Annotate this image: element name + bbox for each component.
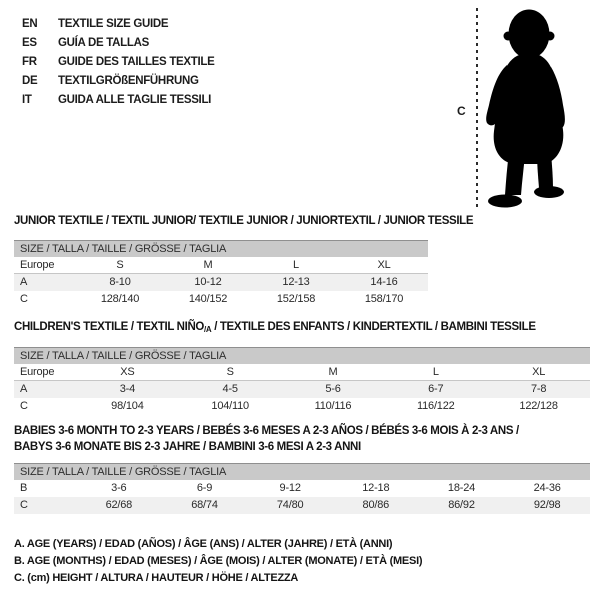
size-cell: 12-18 xyxy=(362,482,390,494)
size-cell: 24-36 xyxy=(533,482,561,494)
size-cell: 10-12 xyxy=(194,276,222,288)
size-header-bar: SIZE / TALLA / TAILLE / GRÖSSE / TAGLIA xyxy=(14,240,428,257)
title-text: CHILDREN'S TEXTILE / TEXTIL NIÑO xyxy=(14,321,205,333)
size-cell: 128/140 xyxy=(100,293,140,305)
size-cell: 122/128 xyxy=(519,400,558,412)
language-title: TEXTILGRÖßENFÜHRUNG xyxy=(58,75,199,87)
footnote-c: C. (cm) HEIGHT / ALTURA / HAUTEUR / HÖHE / ALTEZZA xyxy=(14,572,299,584)
size-cell: 6-9 xyxy=(196,482,213,494)
junior-section-title: JUNIOR TEXTILE / TEXTIL JUNIOR/ TEXTILE JUNIOR / JUNIORTEXTIL / JUNIOR TESSILE xyxy=(14,215,474,227)
language-code: FR xyxy=(22,56,37,68)
size-cell: 92/98 xyxy=(533,499,561,511)
list-item xyxy=(22,15,215,34)
junior-size-table xyxy=(14,240,428,308)
size-cell: S xyxy=(226,366,234,378)
language-title: GUIDA ALLE TAGLIE TESSILI xyxy=(58,94,212,106)
size-cell: 14-16 xyxy=(370,276,398,288)
list-item xyxy=(22,72,215,91)
babies-size-table xyxy=(14,463,590,514)
children-section-title xyxy=(14,321,536,334)
size-cell: 104/110 xyxy=(211,400,249,412)
height-measure-dotted-line xyxy=(476,8,478,207)
row-label: C xyxy=(20,499,28,511)
size-header-bar: SIZE / TALLA / TAILLE / GRÖSSE / TAGLIA xyxy=(14,463,590,480)
table-row-height xyxy=(14,291,428,308)
size-cell: L xyxy=(293,259,299,271)
size-cell: S xyxy=(116,259,124,271)
row-label: A xyxy=(20,383,28,395)
table-row-age xyxy=(14,274,428,291)
row-label: Europe xyxy=(20,259,55,271)
size-cell: M xyxy=(328,366,338,378)
table-row-height xyxy=(14,398,590,415)
table-row-age xyxy=(14,381,590,398)
size-cell: 140/152 xyxy=(188,293,228,305)
size-cell: 5-6 xyxy=(325,383,341,395)
height-label-c: C xyxy=(457,104,466,118)
size-cell: 6-7 xyxy=(428,383,444,395)
size-cell: 80/86 xyxy=(362,499,390,511)
language-title: TEXTILE SIZE GUIDE xyxy=(58,18,169,30)
title-line-1: BABIES 3-6 MONTH TO 2-3 YEARS / BEBÉS 3-6 MESES A 2-3 AÑOS / BÉBÉS 3-6 MOIS À 2-3 ANS / xyxy=(14,425,519,437)
row-label: A xyxy=(20,276,28,288)
table-row-europe xyxy=(14,364,590,381)
language-title: GUIDE DES TAILLES TEXTILE xyxy=(58,56,215,68)
size-cell: XL xyxy=(377,259,391,271)
table-row-age-months xyxy=(14,480,590,497)
toddler-silhouette-icon xyxy=(483,5,599,211)
size-cell: 86/92 xyxy=(448,499,475,511)
size-header-bar: SIZE / TALLA / TAILLE / GRÖSSE / TAGLIA xyxy=(14,347,590,364)
size-cell: 4-5 xyxy=(222,383,238,395)
table-row-europe xyxy=(14,257,428,274)
row-label: C xyxy=(20,400,28,412)
size-cell: 3-6 xyxy=(111,482,127,494)
footnote-b: B. AGE (MONTHS) / EDAD (MESES) / ÂGE (MOIS) / ALTER (MONATE) / ETÀ (MESI) xyxy=(14,555,423,567)
row-label: Europe xyxy=(20,366,55,378)
footnote-legend xyxy=(14,536,422,587)
language-title-list xyxy=(22,15,215,110)
row-label: B xyxy=(20,482,28,494)
language-code: DE xyxy=(22,75,38,87)
size-cell: 7-8 xyxy=(530,383,547,395)
language-code: IT xyxy=(22,94,32,106)
row-label: C xyxy=(20,293,28,305)
children-size-table xyxy=(14,347,590,415)
size-cell: 158/170 xyxy=(364,293,404,305)
size-cell: XS xyxy=(120,366,135,378)
language-code: ES xyxy=(22,37,37,49)
footnote-a: A. AGE (YEARS) / EDAD (AÑOS) / ÂGE (ANS) / ALTER (JAHRE) / ETÀ (ANNI) xyxy=(14,538,393,550)
list-item xyxy=(22,34,215,53)
size-cell: 74/80 xyxy=(276,499,304,511)
title-text: / TEXTILE DES ENFANTS / KINDERTEXTIL / BAMBINI TESSILE xyxy=(211,321,536,333)
list-item xyxy=(22,53,215,72)
size-cell: 110/116 xyxy=(314,400,352,412)
size-cell: 116/122 xyxy=(417,400,455,412)
size-cell: L xyxy=(432,366,439,378)
title-subscript: /A xyxy=(204,325,212,334)
list-item xyxy=(22,91,215,110)
size-cell: 18-24 xyxy=(447,482,476,494)
size-cell: 98/104 xyxy=(111,400,144,412)
size-cell: 68/74 xyxy=(191,499,218,511)
language-title: GUÍA DE TALLAS xyxy=(58,37,149,49)
size-cell: XL xyxy=(532,366,546,378)
size-cell: 62/68 xyxy=(105,499,133,511)
language-code: EN xyxy=(22,18,38,30)
babies-section-title xyxy=(14,423,519,455)
size-cell: 152/158 xyxy=(276,293,316,305)
size-cell: 8-10 xyxy=(109,276,131,288)
size-cell: 9-12 xyxy=(279,482,301,494)
size-cell: 12-13 xyxy=(282,276,310,288)
size-cell: M xyxy=(203,259,213,271)
title-line-2: BABYS 3-6 MONATE BIS 2-3 JAHRE / BAMBINI 3-6 MESI A 2-3 ANNI xyxy=(14,441,361,453)
size-cell: 3-4 xyxy=(119,383,136,395)
table-row-height xyxy=(14,497,590,514)
